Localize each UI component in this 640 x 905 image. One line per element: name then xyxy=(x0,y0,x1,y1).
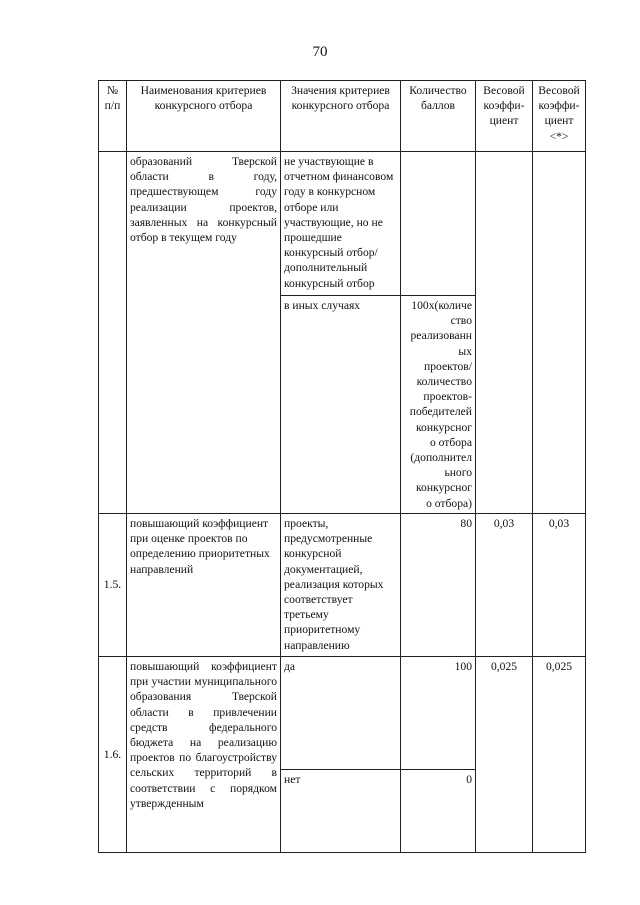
table-row xyxy=(99,514,586,657)
criterion-weight: 0,03 xyxy=(476,514,533,657)
header-num: № п/п xyxy=(99,81,127,152)
criterion-weight xyxy=(476,152,533,514)
criteria-table xyxy=(98,80,586,853)
header-points: Количество баллов xyxy=(401,81,476,152)
criterion-weight: 0,025 xyxy=(476,657,533,853)
criterion-value: не участвующие в отчетном финансовом году в конкурсном отборе или участвующие, но не прошедшие конкурсный отбор/ дополнительный конкурсный отбор xyxy=(281,152,401,296)
row-num: 1.6. xyxy=(99,657,127,853)
criterion-weight-star xyxy=(533,152,586,514)
header-row xyxy=(99,81,586,152)
table-row xyxy=(99,657,586,770)
header-weight-star: Весовой коэффи-циент <*> xyxy=(533,81,586,152)
criterion-weight-star: 0,03 xyxy=(533,514,586,657)
criterion-value: проекты, предусмотренные конкурсной документацией, реализация которых соответствует третьему приоритетному направлению xyxy=(281,514,401,657)
criterion-points: 100х(количе ство реализованн ых проектов/ количество проектов- победителей конкурсног о отбора (дополнител ьного конкурсног о отбора) xyxy=(401,296,476,514)
header-weight: Весовой коэффи-циент xyxy=(476,81,533,152)
criterion-value: в иных случаях xyxy=(281,296,401,514)
criterion-points: 0 xyxy=(401,770,476,853)
criterion-points: 80 xyxy=(401,514,476,657)
criterion-value: да xyxy=(281,657,401,770)
row-num-cell xyxy=(99,152,127,514)
criterion-name: образований Тверской области в году, предшествующем году реализации проектов, заявленных на конкурсный отбор в текущем году xyxy=(127,152,281,514)
criterion-name: повышающий коэффициент при участии муниципального образования Тверской области в привлечении средств федерального бюджета на реализацию проектов по благоустройству сельских территорий в соответствии с порядком утвержденным xyxy=(127,657,281,853)
criterion-name: повышающий коэффициент при оценке проектов по определению приоритетных направлений xyxy=(127,514,281,657)
criterion-points: 100 xyxy=(401,657,476,770)
header-value: Значения критериев конкурсного отбора xyxy=(281,81,401,152)
criterion-weight-star: 0,025 xyxy=(533,657,586,853)
criterion-value: нет xyxy=(281,770,401,853)
page-number: 70 xyxy=(312,44,328,60)
header-name: Наименования критериев конкурсного отбора xyxy=(127,81,281,152)
table-row xyxy=(99,152,586,296)
row-num: 1.5. xyxy=(99,514,127,657)
criterion-points xyxy=(401,152,476,296)
